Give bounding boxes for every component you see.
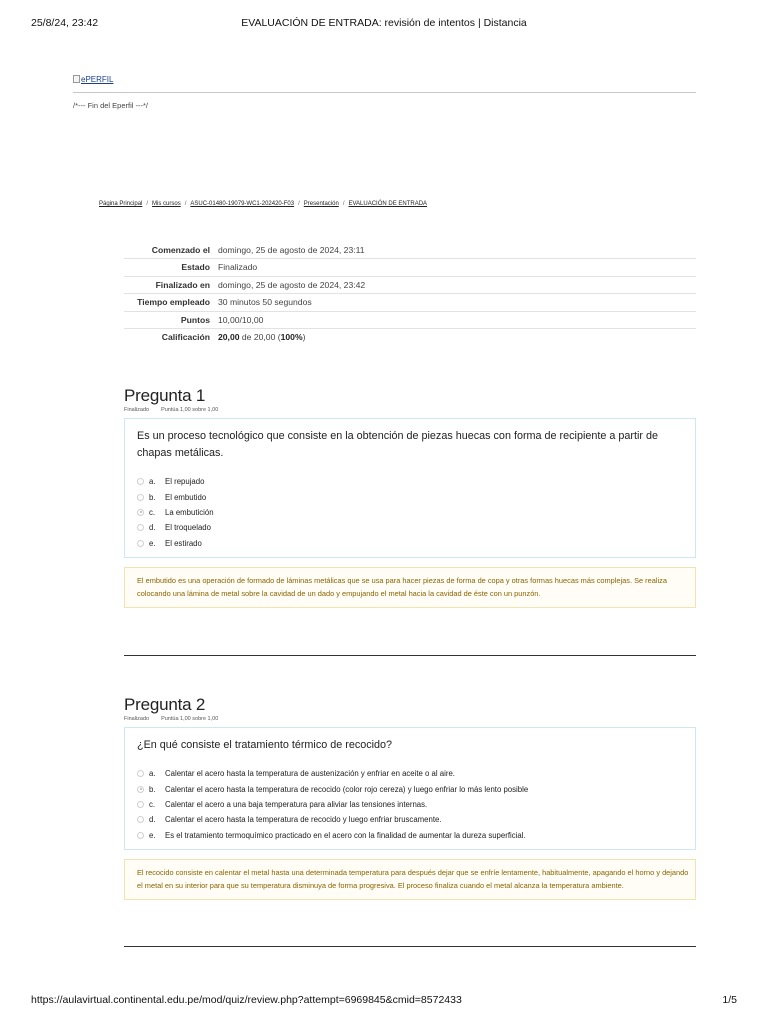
answer-option[interactable]: [137, 505, 695, 520]
question-text: ¿En qué consiste el tratamiento térmico de recocido?: [137, 739, 393, 751]
answer-text: Calentar el acero hasta la temperatura de austenización y enfriar en aceite o al aire.: [165, 769, 455, 779]
radio-button[interactable]: [137, 524, 144, 531]
answer-option[interactable]: [137, 828, 695, 843]
grade-score: 20,00: [218, 332, 240, 343]
breadcrumb-section[interactable]: Presentación: [303, 201, 339, 207]
radio-button[interactable]: [137, 832, 144, 839]
summary-row-time: [124, 294, 696, 311]
question-score: Puntúa 1,00 sobre 1,00: [161, 407, 219, 413]
print-url: https://aulavirtual.continental.edu.pe/mod/quiz/review.php?attempt=6969845&cmid=8572433: [31, 994, 462, 1006]
question-divider: [124, 946, 696, 947]
answer-option[interactable]: [137, 781, 695, 796]
answer-text: La embutición: [165, 507, 214, 517]
radio-button[interactable]: [137, 770, 144, 777]
answer-letter: b.: [149, 492, 156, 502]
summary-value: Finalizado: [214, 259, 696, 276]
answer-text: Calentar el acero hasta la temperatura de recocido (color rojo cereza) y luego enfriar lo más lento posible: [165, 784, 529, 794]
answer-letter: d.: [149, 815, 156, 825]
question-2: [124, 695, 696, 900]
summary-value: 10,00/10,00: [214, 311, 696, 328]
radio-button-selected[interactable]: [137, 786, 144, 793]
general-feedback: El embutido es una operación de formado de láminas metálicas que se usa para hacer piezas de forma de copa y otras formas huecas más complejas. Se realiza colocando una lámina de metal sobre la cavidad de un dado y empujando el metal hacia la cavidad de éste con un punzón.: [124, 567, 696, 608]
radio-button[interactable]: [137, 816, 144, 823]
answer-text: El estirado: [165, 538, 202, 548]
question-status: Finalizado: [124, 407, 150, 413]
question-text: Es un proceso tecnológico que consiste en la obtención de piezas huecas con forma de recipiente a partir de chapas metálicas.: [137, 430, 658, 459]
question-title: Pregunta 1: [124, 386, 206, 405]
answer-letter: a.: [149, 477, 156, 487]
summary-row-started: [124, 242, 696, 259]
answer-option[interactable]: [137, 536, 695, 551]
summary-row-grade: [124, 329, 696, 346]
answer-text: Es el tratamiento termoquímico practicado en el acero con la finalidad de aumentar la dureza superficial.: [165, 830, 526, 840]
answer-list: [137, 766, 695, 843]
breadcrumb-home[interactable]: Página Principal: [99, 201, 143, 207]
summary-label: Puntos: [124, 311, 214, 328]
print-header: [31, 17, 737, 31]
answer-text: El troquelado: [165, 523, 211, 533]
answer-text: Calentar el acero a una baja temperatura para aliviar las tensiones internas.: [165, 799, 428, 809]
summary-value: domingo, 25 de agosto de 2024, 23:42: [214, 276, 696, 293]
broken-image-icon: [73, 75, 80, 83]
answer-option[interactable]: [137, 766, 695, 781]
eperfil-banner: [73, 70, 696, 93]
answer-list: [137, 474, 695, 551]
answer-letter: c.: [149, 799, 156, 809]
question-1: [124, 386, 696, 608]
radio-button[interactable]: [137, 801, 144, 808]
summary-label: Tiempo empleado: [124, 294, 214, 311]
summary-label: Comenzado el: [151, 245, 210, 255]
summary-row-finished: [124, 276, 696, 293]
question-title: Pregunta 2: [124, 695, 206, 714]
radio-button-selected[interactable]: [137, 509, 144, 516]
summary-label: Estado: [124, 259, 214, 276]
attempt-summary-table: [124, 242, 696, 345]
breadcrumb-separator: /: [342, 201, 345, 207]
print-page-number: 1/5: [722, 994, 737, 1006]
radio-button[interactable]: [137, 540, 144, 547]
grade-percent: 100%: [280, 332, 303, 343]
breadcrumb-separator: /: [184, 201, 187, 207]
answer-letter: a.: [149, 769, 156, 779]
answer-text: El repujado: [165, 477, 205, 487]
summary-row-state: [124, 259, 696, 276]
answer-letter: b.: [149, 784, 156, 794]
summary-row-points: [124, 311, 696, 328]
print-datetime: 25/8/24, 23:42: [31, 17, 99, 29]
grade-of: de 20,00 (: [239, 332, 281, 343]
question-content: [124, 727, 696, 850]
answer-option[interactable]: [137, 520, 695, 535]
eperfil-link[interactable]: [73, 75, 113, 84]
answer-letter: e.: [149, 538, 156, 548]
summary-value: 30 minutos 50 segundos: [214, 294, 696, 311]
answer-option[interactable]: [137, 812, 695, 827]
answer-option[interactable]: [137, 474, 695, 489]
question-status: Finalizado: [124, 716, 150, 722]
print-page-title: EVALUACIÓN DE ENTRADA: revisión de intentos | Distancia: [241, 17, 527, 29]
breadcrumb-course[interactable]: ASUC-01480-19079-WC1-202420-F03: [190, 201, 295, 207]
grade-close: ): [302, 332, 306, 343]
general-feedback: El recocido consiste en calentar el metal hasta una determinada temperatura para después dejar que se enfríe lentamente, habitualmente, apagando el horno y dejando el metal en su interior para que su temperatura disminuya de forma progresiva. El proceso finaliza cuando el metal alcanza la temperatura ambiente.: [124, 859, 696, 900]
breadcrumb-quiz[interactable]: EVALUACIÓN DE ENTRADA: [348, 201, 428, 207]
answer-letter: e.: [149, 830, 156, 840]
answer-option[interactable]: [137, 489, 695, 504]
answer-text: El embutido: [165, 492, 207, 502]
summary-value: domingo, 25 de agosto de 2024, 23:11: [218, 245, 365, 255]
question-content: [124, 418, 696, 558]
answer-letter: c.: [149, 507, 156, 517]
question-info: [124, 407, 696, 413]
answer-option[interactable]: [137, 797, 695, 812]
summary-label: Calificación: [124, 329, 214, 346]
radio-button[interactable]: [137, 478, 144, 485]
print-footer: [31, 994, 737, 1008]
eperfil-alt-text: ePERFIL: [81, 74, 114, 84]
breadcrumb: [99, 201, 427, 207]
breadcrumb-separator: /: [146, 201, 149, 207]
radio-button[interactable]: [137, 494, 144, 501]
answer-letter: d.: [149, 523, 156, 533]
eperfil-comment: /*--- Fin del Eperfil ---*/: [73, 101, 149, 110]
breadcrumb-my-courses[interactable]: Mis cursos: [152, 201, 181, 207]
question-divider: [124, 655, 696, 656]
answer-text: Calentar el acero hasta la temperatura de recocido y luego enfriar bruscamente.: [165, 815, 442, 825]
question-score: Puntúa 1,00 sobre 1,00: [161, 716, 219, 722]
breadcrumb-separator: /: [298, 201, 300, 207]
summary-value: [214, 329, 696, 346]
summary-label: Finalizado en: [124, 276, 214, 293]
question-info: [124, 716, 696, 722]
